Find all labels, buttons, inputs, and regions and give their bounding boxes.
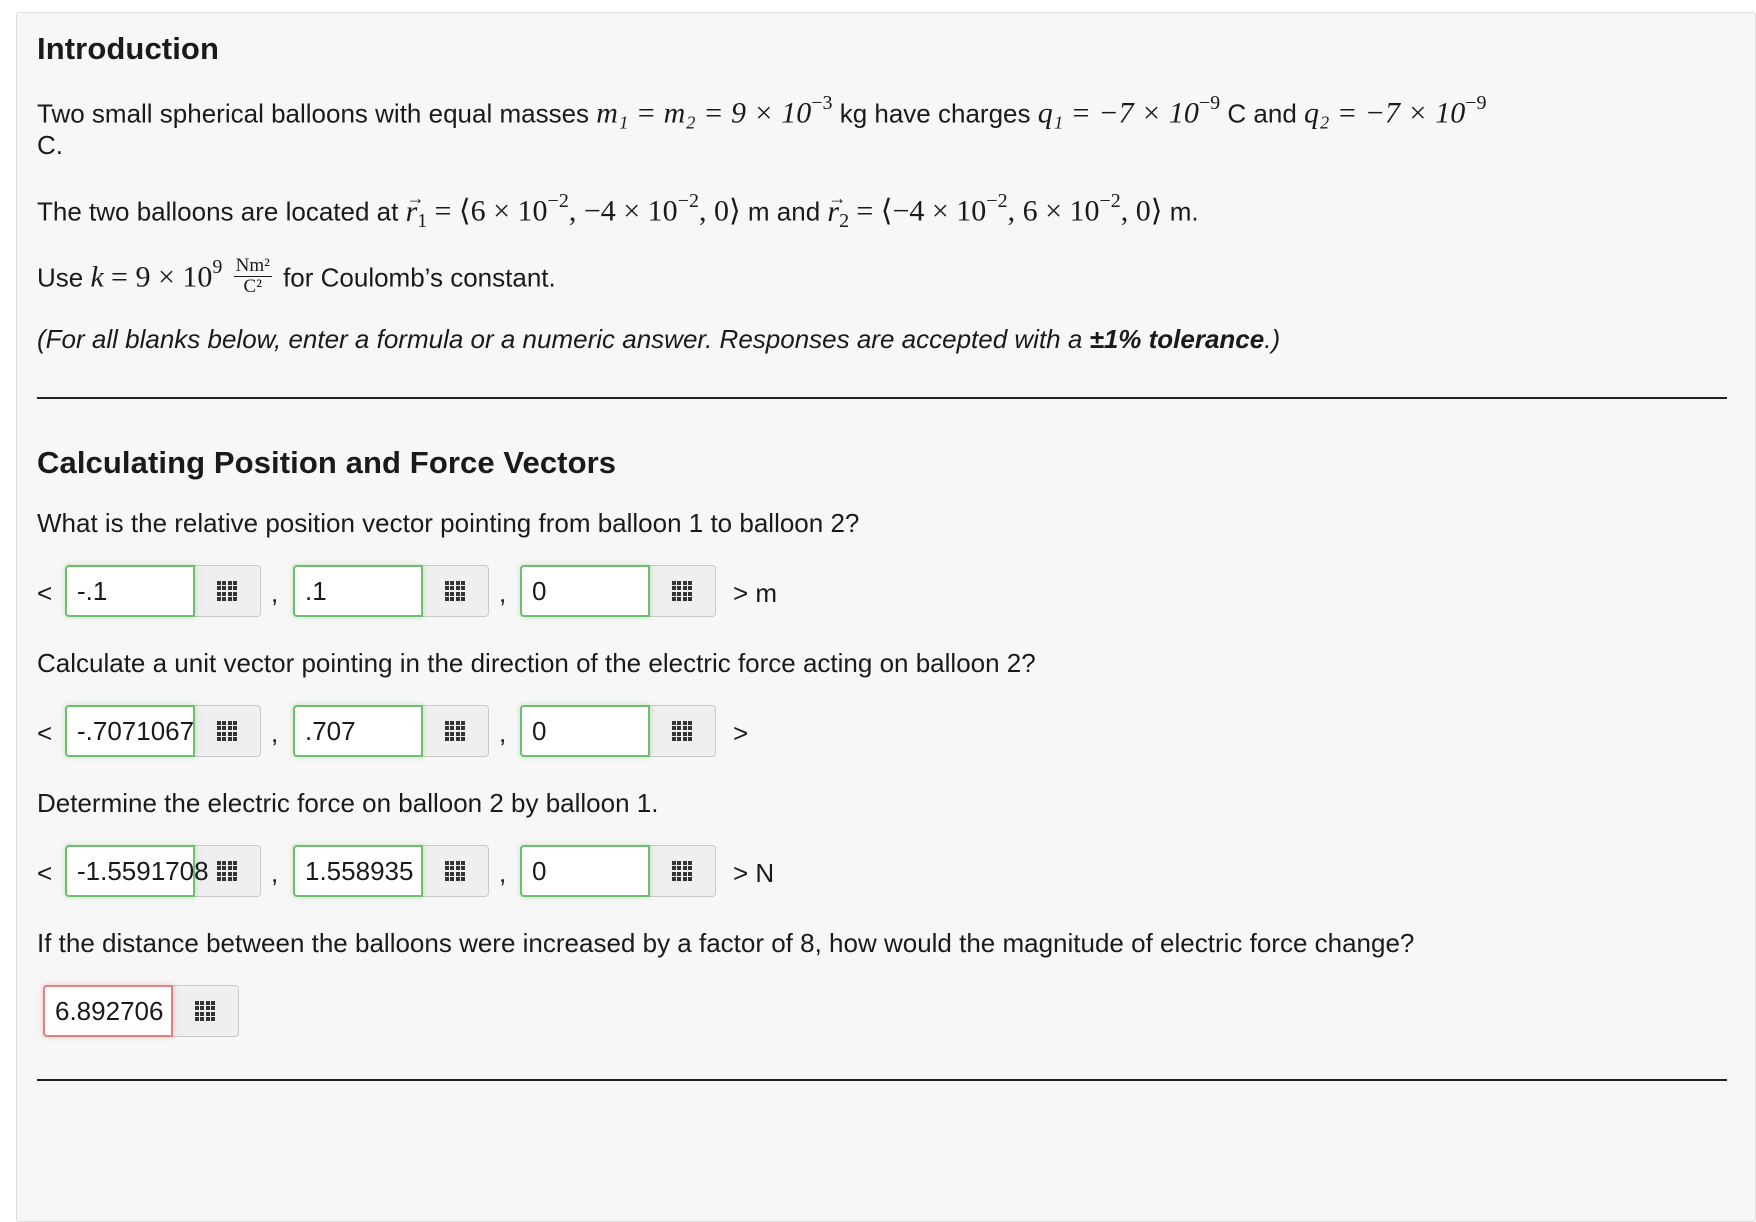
grid-keypad-icon [445,721,465,741]
answer-input-y[interactable]: 1.558935 [293,845,423,897]
math-exponent: −9 [1198,92,1221,114]
keypad-button[interactable] [649,706,715,756]
intro-paragraph-1-line2: C. [37,130,63,160]
question-2-prompt: Calculate a unit vector pointing in the direction of the electric force acting on balloon 2? [37,648,1036,678]
answer-input-z[interactable]: 0 [520,705,650,757]
math-masses: m₁ = m₂ = 9 × 10 [596,96,812,130]
units-fraction [234,256,272,297]
intro-paragraph-1 [37,87,1487,134]
answer-box [520,845,716,897]
section-divider-bottom [37,1079,1727,1081]
open-bracket: < [37,578,53,608]
separator: , [499,578,507,608]
answer-input-z[interactable]: 0 [520,565,650,617]
intro-instructions [37,319,1280,359]
question-3-prompt: Determine the electric force on balloon 2 by balloon 1. [37,788,659,818]
intro-paragraph-2 [37,185,1199,241]
keypad-button[interactable] [172,986,238,1036]
close-bracket-unit: > m [733,578,778,608]
fraction-numerator: Nm² [235,255,270,277]
grid-keypad-icon [672,581,692,601]
problem-card [16,12,1756,1222]
text: m. [1169,196,1199,227]
answer-box [43,985,239,1037]
grid-keypad-icon [195,1001,215,1021]
keypad-button[interactable] [422,706,488,756]
section-divider [37,397,1727,399]
math-exponent: −2 [1099,190,1121,212]
math: = 9 × 10 [111,260,213,294]
question-1-prompt: What is the relative position vector pointing from balloon 1 to balloon 2? [37,508,860,538]
text: Use [37,262,84,293]
answer-input-factor[interactable]: 6.892706 [43,985,173,1037]
open-bracket: < [37,718,53,748]
keypad-button[interactable] [422,566,488,616]
text: Two small spherical balloons with equal masses [37,98,590,129]
math-q2: q₂ = −7 × 10 [1304,96,1466,130]
question-2-answer-row [37,705,837,761]
answer-box [65,705,261,757]
answer-box [293,845,489,897]
math-exponent: 9 [212,256,223,278]
keypad-button[interactable] [194,846,260,896]
question-4-prompt: If the distance between the balloons were increased by a factor of 8, how would the magnitude of electric force change? [37,928,1415,958]
math-exponent: −2 [547,190,569,212]
answer-box [293,705,489,757]
question-4-answer-row [37,985,297,1041]
math-k: k [90,260,104,294]
math: = ⟨−4 × 10 [856,194,987,228]
answer-input-x[interactable]: -.7071067 [65,705,195,757]
text: .) [1264,324,1281,354]
keypad-button[interactable] [422,846,488,896]
text: C and [1227,98,1297,129]
fraction-denominator: C² [243,276,262,298]
keypad-button[interactable] [194,566,260,616]
answer-box [293,565,489,617]
intro-heading: Introduction [37,31,219,66]
math-exponent: −2 [986,190,1008,212]
math: = ⟨6 × 10 [434,194,548,228]
section-heading: Calculating Position and Force Vectors [37,445,617,480]
answer-input-y[interactable]: .1 [293,565,423,617]
answer-input-x[interactable]: -.1 [65,565,195,617]
text: kg have charges [839,98,1031,129]
grid-keypad-icon [445,581,465,601]
separator: , [499,858,507,888]
math: , 6 × 10 [1007,194,1100,228]
question-3-answer-row [37,845,837,901]
grid-keypad-icon [445,861,465,881]
vector-r1: → r [406,192,418,232]
grid-keypad-icon [672,721,692,741]
answer-input-z[interactable]: 0 [520,845,650,897]
answer-box [65,845,261,897]
vector-r2: → r [827,192,839,232]
math-q1: q₁ = −7 × 10 [1037,96,1199,130]
answer-input-y[interactable]: .707 [293,705,423,757]
text: (For all blanks below, enter a formula or a numeric answer. Responses are accepted with a [37,324,1090,354]
grid-keypad-icon [217,581,237,601]
keypad-button[interactable] [649,566,715,616]
keypad-button[interactable] [194,706,260,756]
grid-keypad-icon [217,861,237,881]
answer-input-x[interactable]: -1.5591708 [65,845,195,897]
separator: , [271,718,279,748]
text: for Coulomb’s constant. [283,262,556,293]
math-exponent: −9 [1465,92,1487,114]
math: , −4 × 10 [568,194,678,228]
math-exponent: −3 [811,92,833,114]
tolerance-text: ±1% tolerance [1089,324,1265,354]
answer-box [520,705,716,757]
separator: , [499,718,507,748]
answer-box [520,565,716,617]
separator: , [271,578,279,608]
separator: , [271,858,279,888]
intro-paragraph-3 [37,251,556,300]
grid-keypad-icon [217,721,237,741]
answer-box [65,565,261,617]
subscript: 1 [417,209,428,232]
close-bracket-unit: > N [733,858,775,888]
text: The two balloons are located at [37,196,399,227]
math: , 0⟩ [698,194,741,228]
subscript: 2 [839,209,850,232]
open-bracket: < [37,858,53,888]
math: , 0⟩ [1120,194,1163,228]
math-exponent: −2 [677,190,699,212]
grid-keypad-icon [672,861,692,881]
close-bracket: > [733,718,749,748]
question-1-answer-row [37,565,837,621]
text: m and [747,196,821,227]
keypad-button[interactable] [649,846,715,896]
